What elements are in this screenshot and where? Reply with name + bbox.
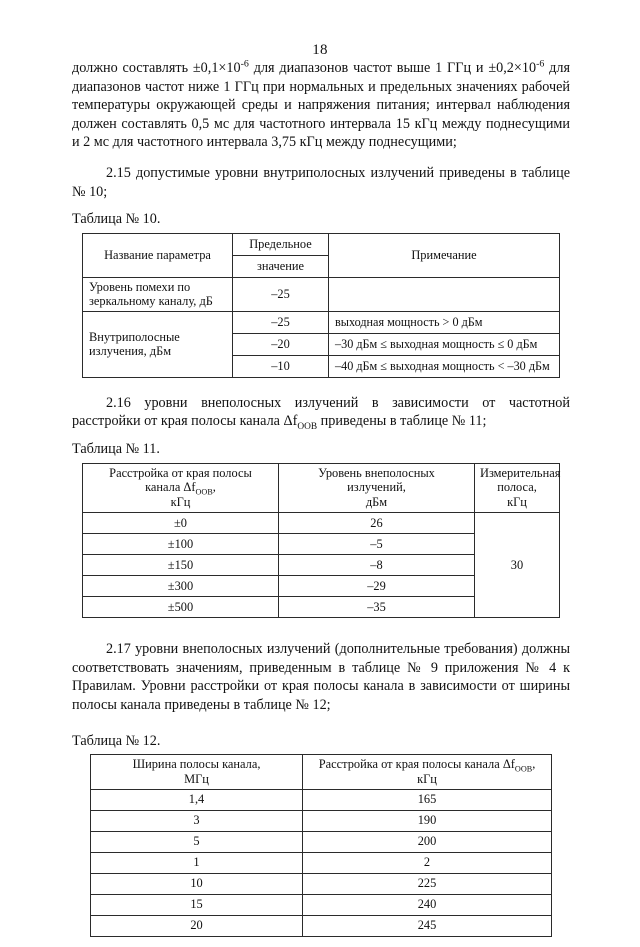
table-10 (82, 233, 560, 378)
t10-row2-note-1: выходная мощность > 0 дБм (329, 311, 560, 333)
table-11-container (82, 463, 560, 619)
t10-row2-value-2: –20 (233, 333, 329, 355)
table-row (91, 789, 552, 810)
t10-row1-name (83, 277, 233, 311)
t12-row6-offset: 240 (303, 894, 552, 915)
t12-header-bandwidth-line1: Ширина полосы канала, (132, 756, 261, 771)
t11-measurement-bandwidth: 30 (475, 513, 560, 618)
t10-row2-name (83, 311, 233, 377)
exponent-2: -6 (536, 58, 545, 70)
paragraph-2-16-after: приведены в таблице № 11; (317, 413, 487, 430)
paragraph-2-16-subscript: OOB (297, 422, 318, 433)
table-row (83, 513, 560, 534)
table-12-caption: Таблица № 12. (72, 732, 161, 749)
document-page (0, 42, 640, 947)
t10-row2-value-3: –10 (233, 355, 329, 377)
t12-row2-offset: 190 (303, 810, 552, 831)
t12-row5-offset: 225 (303, 873, 552, 894)
table-row-header (83, 463, 560, 513)
paragraph-2-17: 2.17 уровни внеполосных излучений (дополнительные требования) должны соответствовать значениям, приведенным в таблице № 9 приложения № 4 к Правилам. Уровни расстройки от края полосы канала в зависимости от ширины полосы канала приведены в таблице № 12; (72, 641, 570, 713)
t12-header-offset-line1 (308, 757, 546, 772)
t11-header-level-line3: дБм (365, 495, 388, 510)
t11-row4-level: –29 (279, 576, 475, 597)
t11-row4-offset: ±300 (83, 576, 279, 597)
paragraph-seg-3: для диапазонов частот ниже 1 ГГц при нормальных и предельных значениях рабочей температуры окружающей среды и напряжения питания; интервал наблюдения должен составлять 0,5 мс для частотного интервала 15 кГц между поднесущими и 2 мс для частотного интервала 3,75 кГц между поднесущими; (72, 60, 571, 151)
t11-header-offset-line1: Расстройка от края полосы (109, 465, 252, 480)
t11-row3-level: –8 (279, 555, 475, 576)
page-number: 18 (312, 42, 328, 58)
t12-header-offset-sub: OOB (514, 764, 533, 774)
paragraph-2-16 (72, 394, 570, 431)
t10-row1-note (329, 277, 560, 311)
t12-header-offset-line2: кГц (417, 771, 437, 786)
t12-row2-bandwidth: 3 (91, 810, 303, 831)
t11-row2-offset: ±100 (83, 534, 279, 555)
t12-row6-bandwidth: 15 (91, 894, 303, 915)
exponent-1: -6 (240, 58, 249, 70)
t11-row5-offset: ±500 (83, 597, 279, 618)
t10-row2-name-line1: Внутриполосные (89, 329, 180, 344)
t11-header-bandwidth-line2: полоса, (497, 480, 537, 495)
t12-row4-bandwidth: 1 (91, 852, 303, 873)
t10-row2-value-1: –25 (233, 311, 329, 333)
paragraph-frequency-tolerance (72, 59, 570, 152)
t11-header-level-line2: излучений, (347, 480, 406, 495)
t10-row2-name-line2: излучения, дБм (89, 344, 172, 359)
t10-header-limit-line2: значение (233, 255, 329, 277)
t10-row1-name-line2: зеркальному каналу, дБ (89, 294, 213, 309)
t11-header-level (279, 463, 475, 513)
t11-row1-level: 26 (279, 513, 475, 534)
table-11-caption: Таблица № 11. (72, 441, 160, 458)
paragraph-2-15: 2.15 допустимые уровни внутриполосных излучений приведены в таблице № 10; (72, 164, 570, 200)
t12-header-bandwidth-line2: МГц (184, 771, 209, 786)
table-10-caption: Таблица № 10. (72, 211, 161, 228)
t12-header-bandwidth (91, 754, 303, 789)
t10-row2-note-2: –30 дБм ≤ выходная мощность ≤ 0 дБм (329, 333, 560, 355)
table-row (91, 894, 552, 915)
table-row (83, 311, 560, 333)
t11-row5-level: –35 (279, 597, 475, 618)
t12-row1-offset: 165 (303, 789, 552, 810)
t11-header-offset-sub: OOB (195, 487, 213, 497)
t12-row4-offset: 2 (303, 852, 552, 873)
t11-header-offset (83, 463, 279, 513)
t12-row7-offset: 245 (303, 915, 552, 936)
table-row-header (91, 754, 552, 789)
t11-row3-offset: ±150 (83, 555, 279, 576)
t10-header-note: Примечание (329, 233, 560, 277)
t12-row7-bandwidth: 20 (91, 915, 303, 936)
table-row (91, 873, 552, 894)
t10-header-parameter: Название параметра (83, 233, 233, 277)
t11-header-offset-line2 (88, 480, 273, 495)
table-12 (90, 754, 552, 937)
t12-header-offset (303, 754, 552, 789)
t12-row3-offset: 200 (303, 831, 552, 852)
t10-row1-value: –25 (233, 277, 329, 311)
t10-row1-name-line1: Уровень помехи по (89, 279, 191, 294)
t12-row5-bandwidth: 10 (91, 873, 303, 894)
t11-row1-offset: ±0 (83, 513, 279, 534)
t12-header-offset-pre: Расстройка от края полосы канала Δf (318, 756, 515, 771)
t11-header-offset-line3: кГц (170, 495, 191, 510)
table-row (91, 852, 552, 873)
t11-header-offset-delta: канала Δf (145, 480, 196, 495)
page-content (0, 59, 640, 937)
t12-row1-bandwidth: 1,4 (91, 789, 303, 810)
paragraph-seg-2: для диапазонов частот выше 1 ГГц и ±0,2×10 (248, 60, 537, 76)
table-11 (82, 463, 560, 619)
table-12-container (90, 754, 552, 937)
t11-header-offset-comma: , (212, 480, 216, 495)
t11-header-bandwidth (475, 463, 560, 513)
table-row-header (83, 233, 560, 255)
table-row (91, 915, 552, 936)
t11-header-bandwidth-line1: Измерительная (480, 465, 561, 480)
table-row (91, 810, 552, 831)
t10-header-limit-line1: Предельное (233, 233, 329, 255)
paragraph-seg-1: должно составлять ±0,1×10 (72, 60, 241, 76)
table-10-container (82, 233, 560, 378)
t11-header-bandwidth-line3: кГц (507, 495, 527, 510)
t12-header-offset-post: , (532, 756, 536, 771)
paragraph-2-16-before: 2.16 уровни внеполосных излучений в зависимости от частотной расстройки от края полосы канала Δf (72, 394, 570, 430)
t11-header-level-line1: Уровень внеполосных (318, 465, 435, 480)
t10-row2-note-3: –40 дБм ≤ выходная мощность < –30 дБм (329, 355, 560, 377)
table-row (91, 831, 552, 852)
t11-row2-level: –5 (279, 534, 475, 555)
t12-row3-bandwidth: 5 (91, 831, 303, 852)
